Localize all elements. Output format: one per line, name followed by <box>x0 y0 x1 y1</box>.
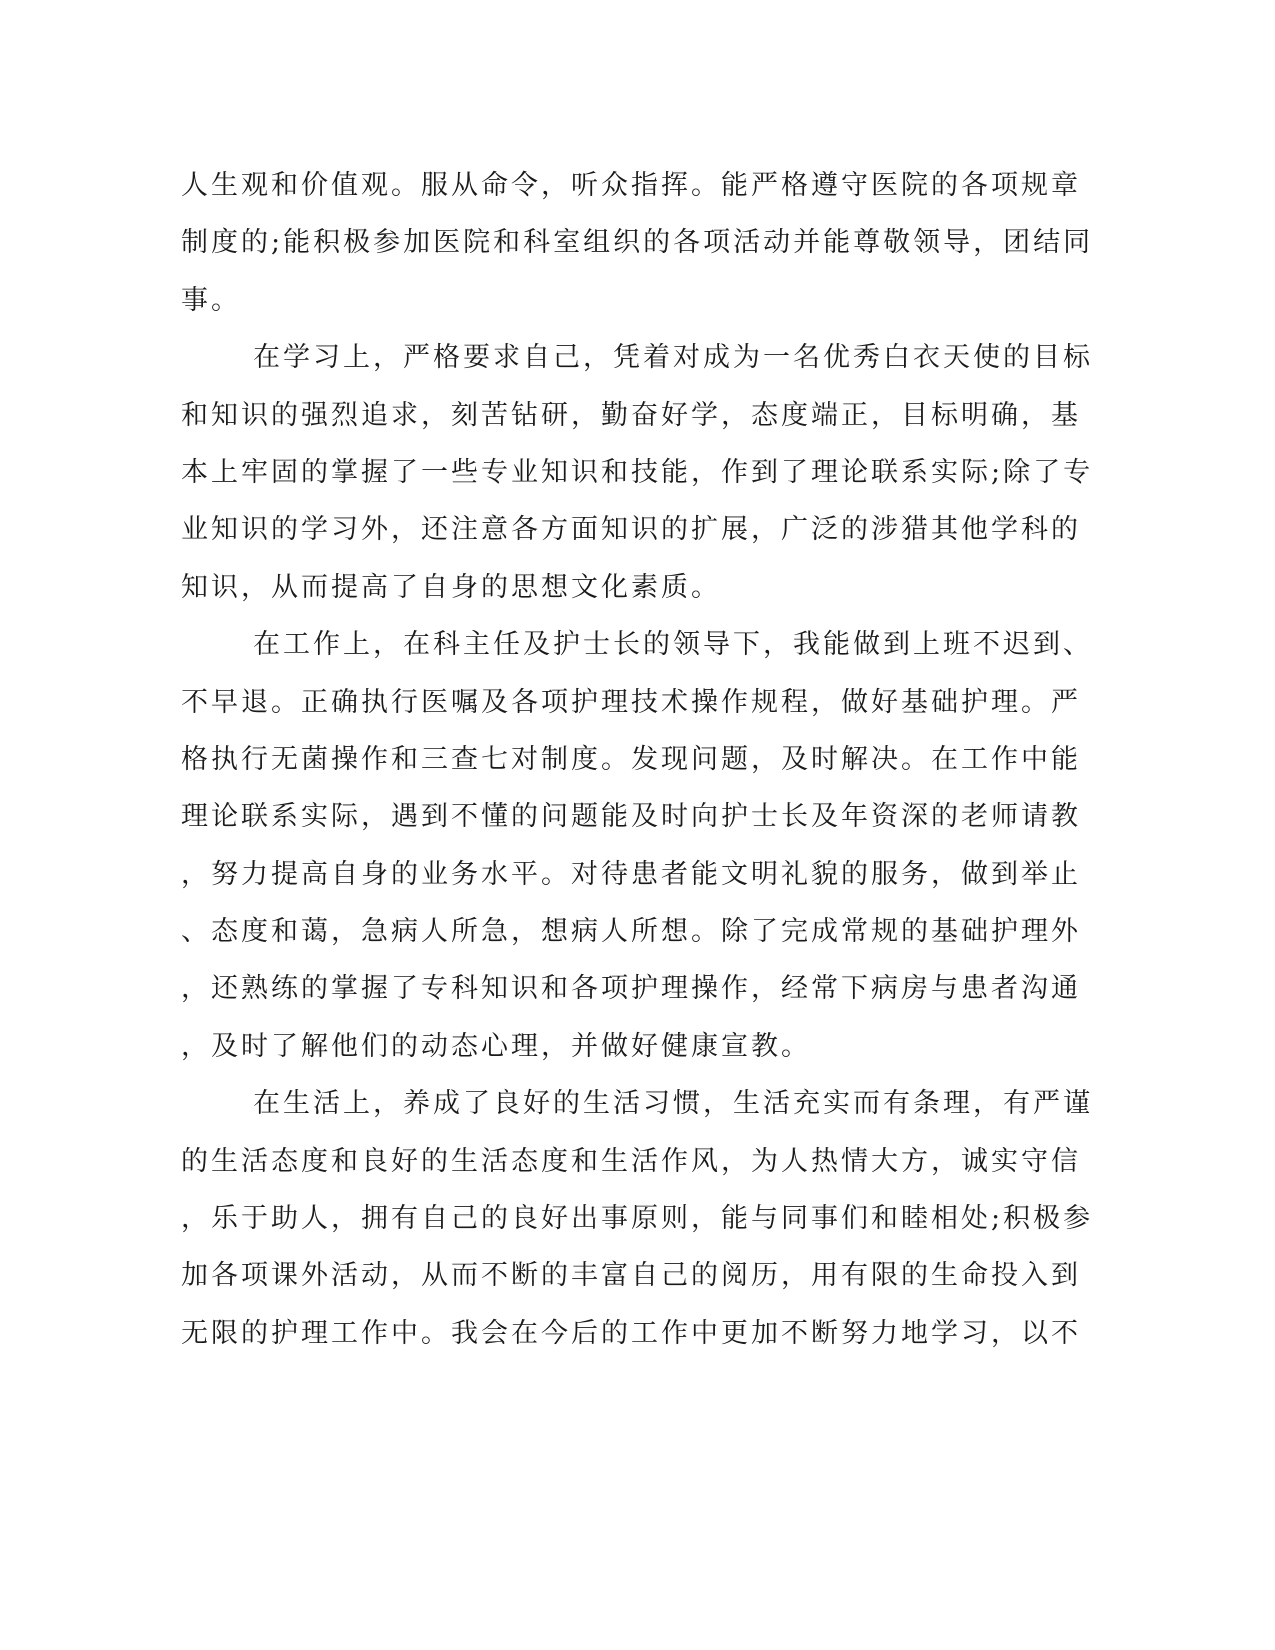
paragraph-life <box>181 1075 1094 1362</box>
text-line-first: 在学习上，严格要求自己，凭着对成为一名优秀白衣天使的目标 <box>253 342 1093 374</box>
text-line: 知识，从而提高了自身的思想文化素质。 <box>181 571 721 603</box>
text-line: 无限的护理工作中。我会在今后的工作中更加不断努力地学习，以不 <box>181 1317 1081 1349</box>
paragraph-political <box>181 157 1094 329</box>
paragraph-work <box>181 616 1093 1075</box>
text-line: ，乐于助人，拥有自己的良好出事原则，能与同事们和睦相处;积极参 <box>181 1203 1094 1235</box>
paragraph-study <box>181 329 1094 616</box>
text-line: ，及时了解他们的动态心理，并做好健康宣教。 <box>181 1030 811 1062</box>
text-line: 业知识的学习外，还注意各方面知识的扩展，广泛的涉猎其他学科的 <box>181 514 1081 546</box>
text-line: 加各项课外活动，从而不断的丰富自己的阅历，用有限的生命投入到 <box>181 1260 1081 1292</box>
text-line: 本上牢固的掌握了一些专业知识和技能，作到了理论联系实际;除了专 <box>181 456 1094 488</box>
text-line: ，还熟练的掌握了专科知识和各项护理操作，经常下病房与患者沟通 <box>181 973 1081 1005</box>
text-line: 人生观和价值观。服从命令，听众指挥。能严格遵守医院的各项规章 <box>181 170 1081 201</box>
text-line: 理论联系实际，遇到不懂的问题能及时向护士长及年资深的老师请教 <box>181 801 1081 833</box>
text-line-first: 在生活上，养成了良好的生活习惯，生活充实而有条理，有严谨 <box>253 1088 1093 1120</box>
text-line: 、态度和蔼，急病人所急，想病人所想。除了完成常规的基础护理外 <box>181 916 1081 948</box>
text-line: 不早退。正确执行医嘱及各项护理技术操作规程，做好基础护理。严 <box>181 686 1081 718</box>
document-body <box>181 157 1094 1362</box>
text-line: 和知识的强烈追求，刻苦钻研，勤奋好学，态度端正，目标明确，基 <box>181 399 1081 431</box>
text-line: 格执行无菌操作和三查七对制度。发现问题，及时解决。在工作中能 <box>181 743 1081 775</box>
text-line: 的生活态度和良好的生活态度和生活作风，为人热情大方，诚实守信 <box>181 1145 1081 1177</box>
text-line: 制度的;能积极参加医院和科室组织的各项活动并能尊敬领导，团结同 <box>181 227 1094 259</box>
text-line: 事。 <box>181 284 241 316</box>
text-line-first: 在工作上，在科主任及护士长的领导下，我能做到上班不迟到、 <box>253 629 1093 661</box>
text-line: ，努力提高自身的业务水平。对待患者能文明礼貌的服务，做到举止 <box>181 858 1081 890</box>
